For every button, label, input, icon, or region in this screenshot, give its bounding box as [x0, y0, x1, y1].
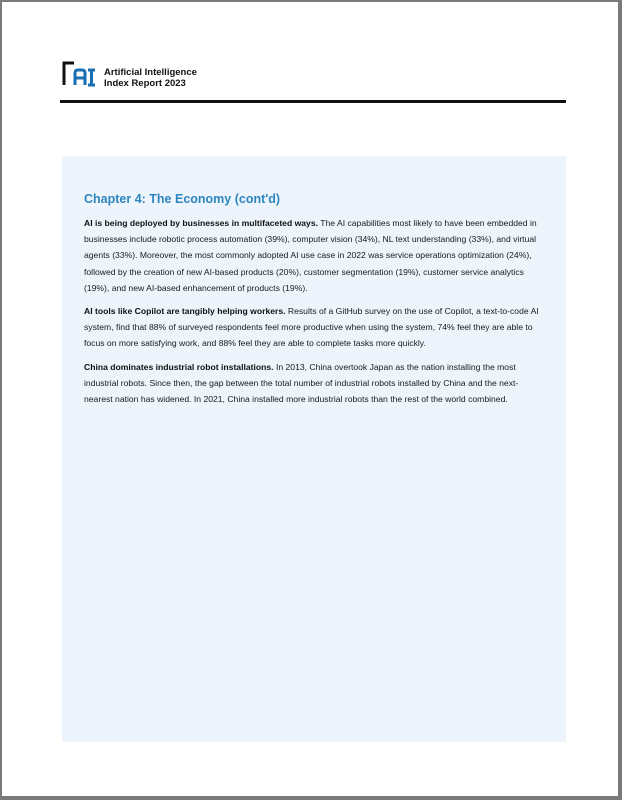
paragraph-body: Results of a GitHub survey on the use of Copilot, a text-to-code AI system, find that 88% of surveyed respondents feel more productive when using the system, 74% feel they are able to focus on more satisfying work, and 88% feel they are able to complete tasks more quickly. — [84, 306, 539, 349]
document-page — [2, 2, 618, 796]
report-header — [60, 60, 566, 104]
paragraph-body: The AI capabilities most likely to have been embedded in businesses include robotic process automation (39%), computer vision (34%), NL text understanding (33%), and virtual agents (33%). Moreover, the most commonly adopted AI use case in 2022 was service operations optimization (24%), followed by the creation of new AI-based products (20%), customer segmentation (19%), customer service analytics (19%), and new AI-based enhancement of products (19%). — [84, 218, 537, 293]
header-divider — [60, 100, 566, 103]
highlights-panel — [62, 156, 566, 742]
paragraph — [84, 215, 544, 296]
report-title — [104, 67, 197, 89]
paragraph-lead: AI is being deployed by businesses in multifaceted ways. — [84, 218, 319, 228]
paragraph-body: In 2013, China overtook Japan as the nation installing the most industrial robots. Since then, the gap between the total number of industrial robots installed by China and the next-nearest nation has widened. In 2021, China installed more industrial robots than the rest of the world combined. — [84, 361, 519, 405]
paragraph — [84, 359, 544, 408]
report-title-line2: Index Report 2023 — [104, 78, 186, 89]
paragraph-lead: China dominates industrial robot installations. — [84, 361, 274, 372]
paragraph — [84, 303, 544, 352]
ai-index-logo-icon — [62, 61, 96, 87]
panel-content — [84, 192, 544, 414]
paragraph-lead: AI tools like Copilot are tangibly helping workers. — [84, 306, 286, 317]
chapter-heading: Chapter 4: The Economy (cont'd) — [84, 192, 281, 206]
report-title-line1: Artificial Intelligence — [104, 67, 197, 78]
